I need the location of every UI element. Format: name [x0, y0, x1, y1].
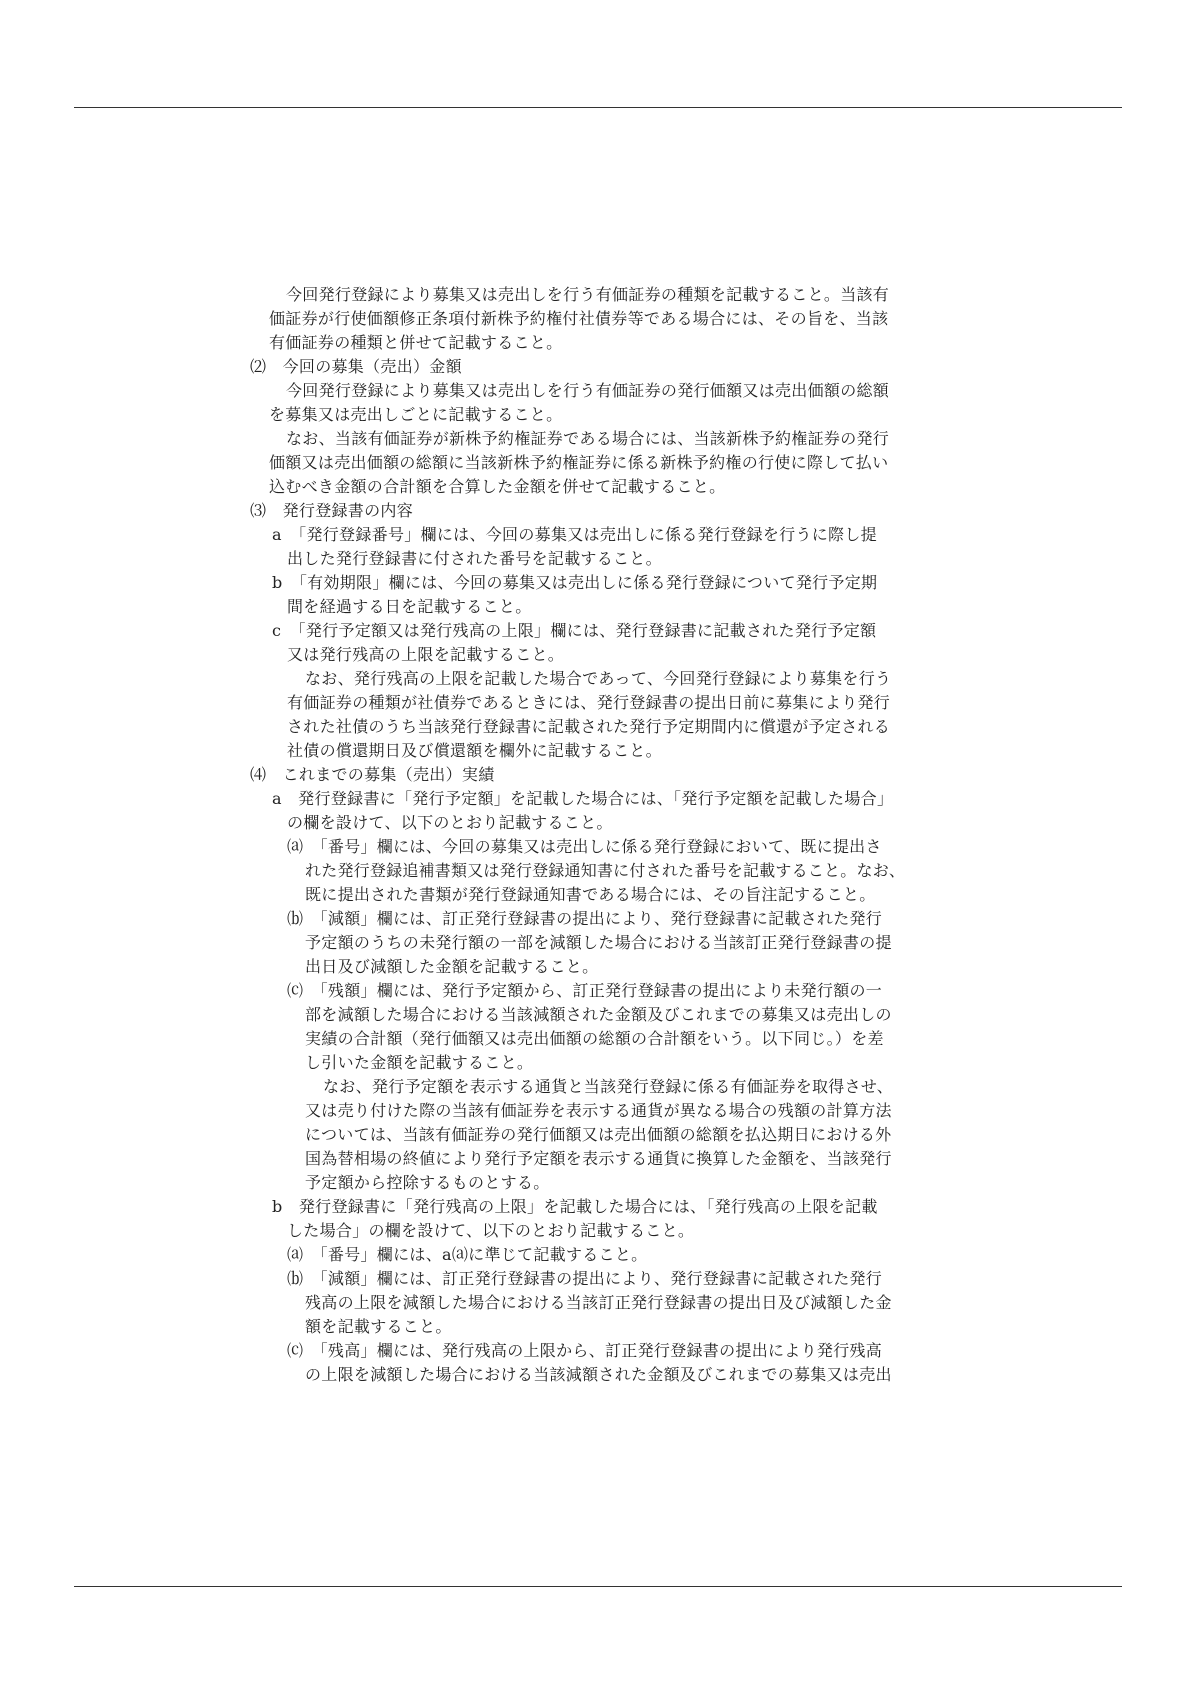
- body-line: 既に提出された書類が発行登録通知書である場合には、その旨注記すること。: [305, 885, 876, 904]
- body-line: 出日及び減額した金額を記載すること。: [305, 957, 599, 976]
- section-heading: ⑷ これまでの募集（売出）実績: [250, 765, 495, 784]
- body-line: 今回発行登録により募集又は売出しを行う有価証券の発行価額又は売出価額の総額: [286, 381, 890, 400]
- body-line: なお、発行残高の上限を記載した場合であって、今回発行登録により募集を行う: [305, 669, 892, 688]
- list-item: b 発行登録書に「発行残高の上限」を記載した場合には、「発行残高の上限を記載: [272, 1197, 878, 1216]
- body-line: 有価証券の種類と併せて記載すること。: [269, 333, 563, 352]
- body-line: 間を経過する日を記載すること。: [287, 597, 532, 616]
- body-line: 実績の合計額（発行価額又は売出価額の総額の合計額をいう。以下同じ。）を差: [305, 1029, 884, 1048]
- body-line: された社債のうち当該発行登録書に記載された発行予定期間内に償還が予定される: [287, 717, 891, 736]
- body-line: については、当該有価証券の発行価額又は売出価額の総額を払込期日における外: [305, 1125, 892, 1144]
- section-heading: ⑵ 今回の募集（売出）金額: [250, 357, 462, 376]
- sub-list-item: ⒝ 「減額」欄には、訂正発行登録書の提出により、発行登録書に記載された発行: [287, 1269, 883, 1288]
- header-rule: [74, 107, 1122, 108]
- body-line: 社債の償還期日及び償還額を欄外に記載すること。: [287, 741, 662, 760]
- body-line: 額を記載すること。: [305, 1317, 452, 1336]
- body-line: 込むべき金額の合計額を合算した金額を併せて記載すること。: [269, 477, 726, 496]
- sub-list-item: ⒜ 「番号」欄には、今回の募集又は売出しに係る発行登録において、既に提出さ: [287, 837, 882, 856]
- body-line: 又は発行残高の上限を記載すること。: [287, 645, 565, 664]
- list-item: b 「有効期限」欄には、今回の募集又は売出しに係る発行登録について発行予定期: [272, 573, 878, 592]
- list-item: c 「発行予定額又は発行残高の上限」欄には、発行登録書に記載された発行予定額: [272, 621, 877, 640]
- list-item: a 発行登録書に「発行予定額」を記載した場合には、「発行予定額を記載した場合」: [272, 789, 894, 808]
- body-line: れた発行登録追補書類又は発行登録通知書に付された番号を記載すること。なお、: [305, 861, 906, 880]
- body-line: の上限を減額した場合における当該減額された金額及びこれまでの募集又は売出: [305, 1365, 892, 1384]
- body-line: なお、当該有価証券が新株予約権証券である場合には、当該新株予約権証券の発行: [286, 429, 890, 448]
- body-line: した場合」の欄を設けて、以下のとおり記載すること。: [287, 1221, 695, 1240]
- sub-list-item: ⒞ 「残高」欄には、発行残高の上限から、訂正発行登録書の提出により発行残高: [287, 1341, 883, 1360]
- sub-list-item: ⒜ 「番号」欄には、a⒜に準じて記載すること。: [287, 1245, 648, 1264]
- body-line: 有価証券の種類が社債券であるときには、発行登録書の提出日前に募集により発行: [287, 693, 891, 712]
- list-item: a 「発行登録番号」欄には、今回の募集又は売出しに係る発行登録を行うに際し提: [272, 525, 877, 544]
- section-heading: ⑶ 発行登録書の内容: [250, 501, 414, 520]
- sub-list-item: ⒝ 「減額」欄には、訂正発行登録書の提出により、発行登録書に記載された発行: [287, 909, 883, 928]
- body-line: 価証券が行使価額修正条項付新株予約権付社債券等である場合には、その旨を、当該: [269, 309, 889, 328]
- body-line: を募集又は売出しごとに記載すること。: [269, 405, 563, 424]
- body-line: 又は売り付けた際の当該有価証券を表示する通貨が異なる場合の残額の計算方法: [305, 1101, 892, 1120]
- body-line: 今回発行登録により募集又は売出しを行う有価証券の種類を記載すること。当該有: [286, 285, 890, 304]
- body-line: 国為替相場の終値により発行予定額を表示する通貨に換算した金額を、当該発行: [305, 1149, 892, 1168]
- body-line: し引いた金額を記載すること。: [305, 1053, 534, 1072]
- body-line: 部を減額した場合における当該減額された金額及びこれまでの募集又は売出しの: [305, 1005, 892, 1024]
- body-line: 出した発行登録書に付された番号を記載すること。: [287, 549, 662, 568]
- body-line: 残高の上限を減額した場合における当該訂正発行登録書の提出日及び減額した金: [305, 1293, 892, 1312]
- body-line: 予定額から控除するものとする。: [305, 1173, 550, 1192]
- footer-rule: [74, 1586, 1122, 1587]
- sub-list-item: ⒞ 「残額」欄には、発行予定額から、訂正発行登録書の提出により未発行額の一: [287, 981, 883, 1000]
- body-line: なお、発行予定額を表示する通貨と当該発行登録に係る有価証券を取得させ、: [323, 1077, 894, 1096]
- body-line: 予定額のうちの未発行額の一部を減額した場合における当該訂正発行登録書の提: [305, 933, 892, 952]
- body-line: の欄を設けて、以下のとおり記載すること。: [287, 813, 613, 832]
- body-line: 価額又は売出価額の総額に当該新株予約権証券に係る新株予約権の行使に際して払い: [269, 453, 889, 472]
